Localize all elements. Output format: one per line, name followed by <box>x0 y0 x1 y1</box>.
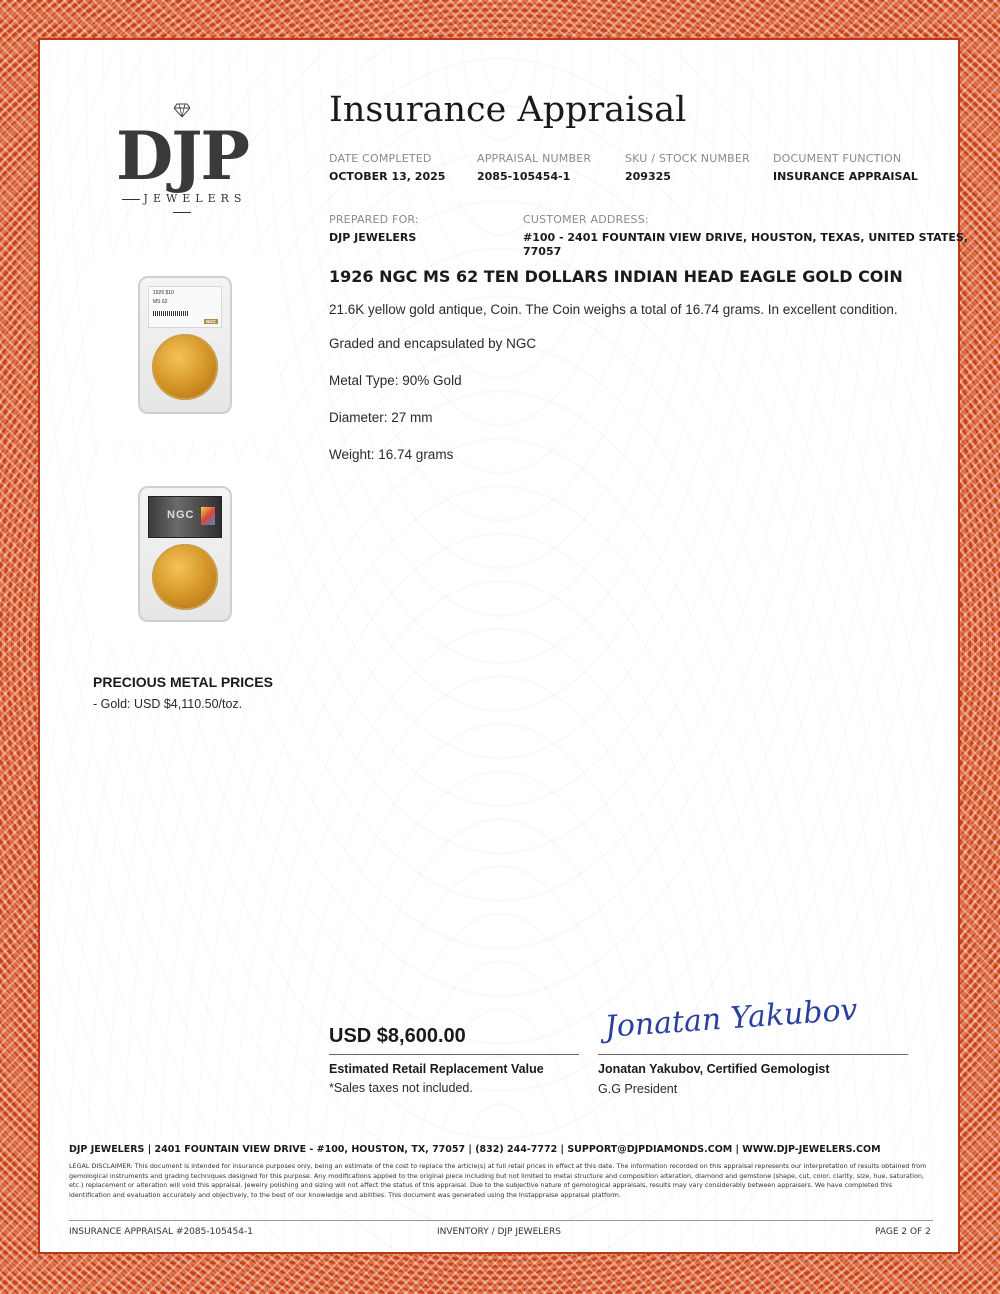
item-weight: Weight: 16.74 grams <box>329 447 454 462</box>
barcode-icon <box>153 311 189 316</box>
appraised-value: USD $8,600.00 <box>329 1025 466 1047</box>
signature-underline <box>598 1054 908 1055</box>
item-metal-type: Metal Type: 90% Gold <box>329 373 462 388</box>
item-title: 1926 NGC MS 62 TEN DOLLARS INDIAN HEAD EAGLE GOLD COIN <box>329 267 903 286</box>
customer-address-line1: #100 - 2401 FOUNTAIN VIEW DRIVE, HOUSTON, TEXAS, UNITED STATES, <box>523 231 968 244</box>
coin-photo-front <box>94 254 278 438</box>
coin-reverse <box>152 544 218 610</box>
ngc-slab-front <box>138 276 232 414</box>
item-description: 21.6K yellow gold antique, Coin. The Coin weighs a total of 16.74 grams. In excellent condition. <box>329 302 898 317</box>
diamond-icon <box>174 103 190 122</box>
signatory-name: Jonatan Yakubov, Certified Gemologist <box>598 1062 830 1076</box>
footer-appraisal-ref: INSURANCE APPRAISAL #2085-105454-1 <box>69 1227 253 1237</box>
value-note: *Sales taxes not included. <box>329 1081 473 1095</box>
document-function-value: INSURANCE APPRAISAL <box>773 170 918 183</box>
ngc-slab-back <box>138 486 232 622</box>
slab-label-brand: NGC <box>206 319 216 324</box>
footer-inventory: INVENTORY / DJP JEWELERS <box>437 1227 561 1237</box>
customer-address-line2: 77057 <box>523 245 562 258</box>
footer-divider <box>69 1220 933 1221</box>
coin-photo-back <box>94 462 278 646</box>
prepared-for-label: PREPARED FOR: <box>329 213 419 226</box>
document-title: Insurance Appraisal <box>329 90 687 130</box>
legal-disclaimer: LEGAL DISCLAIMER: This document is intended for insurance purposes only, being an estimate of the cost to replace the article(s) at full retail prices in effect at this date. The information recorded on this appraisal represents our interpretation of results obtained from gemological instruments and grading techniques designed for this purpose. Any modifications applied to the original piece including but not limited to metal structure and composition alteration, diamond and gemstone (shape, cut, color, clarity, size, hue, saturation, etc.) replacement or alteration will void this appraisal. Jewelry polishing and sizing will not affect the status of this appraisal. Due to the subjective nature of gemological appraisals, results may vary considerably between appraisers. We have completed this identification and evaluation accurately and objectively, to the best of our knowledge and abilities. This document was generated using the Instappraise appraisal platform. <box>69 1162 927 1199</box>
logo-subtitle: JEWELERS <box>106 192 258 218</box>
signature: Jonatan Yakubov <box>603 992 859 1045</box>
value-label: Estimated Retail Replacement Value <box>329 1062 544 1076</box>
footer-page-number: PAGE 2 OF 2 <box>875 1227 931 1237</box>
appraisal-number-label: APPRAISAL NUMBER <box>477 152 592 165</box>
precious-metal-price-gold: - Gold: USD $4,110.50/toz. <box>93 697 243 711</box>
hologram-icon <box>201 507 215 525</box>
coin-obverse <box>152 334 218 400</box>
customer-address-label: CUSTOMER ADDRESS: <box>523 213 649 226</box>
date-completed-value: OCTOBER 13, 2025 <box>329 170 446 183</box>
prepared-for-value: DJP JEWELERS <box>329 231 417 244</box>
footer-contact: DJP JEWELERS | 2401 FOUNTAIN VIEW DRIVE - #100, HOUSTON, TX, 77057 | (832) 244-7772 | SUPPORT@DJPDIAMONDS.COM | WWW.DJP-JEWELERS.COM <box>69 1144 881 1155</box>
value-underline <box>329 1054 579 1055</box>
item-grading: Graded and encapsulated by NGC <box>329 336 537 351</box>
date-completed-label: DATE COMPLETED <box>329 152 432 165</box>
slab-label-year: 1926 $10 <box>153 290 174 296</box>
sku-label: SKU / STOCK NUMBER <box>625 152 750 165</box>
slab-label-back <box>148 496 222 538</box>
precious-metals-title: PRECIOUS METAL PRICES <box>93 674 273 690</box>
slab-back-brand: NGC <box>167 509 195 521</box>
document-function-label: DOCUMENT FUNCTION <box>773 152 902 165</box>
signatory-role: G.G President <box>598 1082 678 1096</box>
company-logo <box>106 118 258 210</box>
sku-value: 209325 <box>625 170 671 183</box>
slab-label-grade: MS 62 <box>153 299 168 305</box>
slab-label-front <box>148 286 222 328</box>
appraisal-number-value: 2085-105454-1 <box>477 170 571 183</box>
item-diameter: Diameter: 27 mm <box>329 410 433 425</box>
logo-letters: DJP <box>115 117 249 195</box>
